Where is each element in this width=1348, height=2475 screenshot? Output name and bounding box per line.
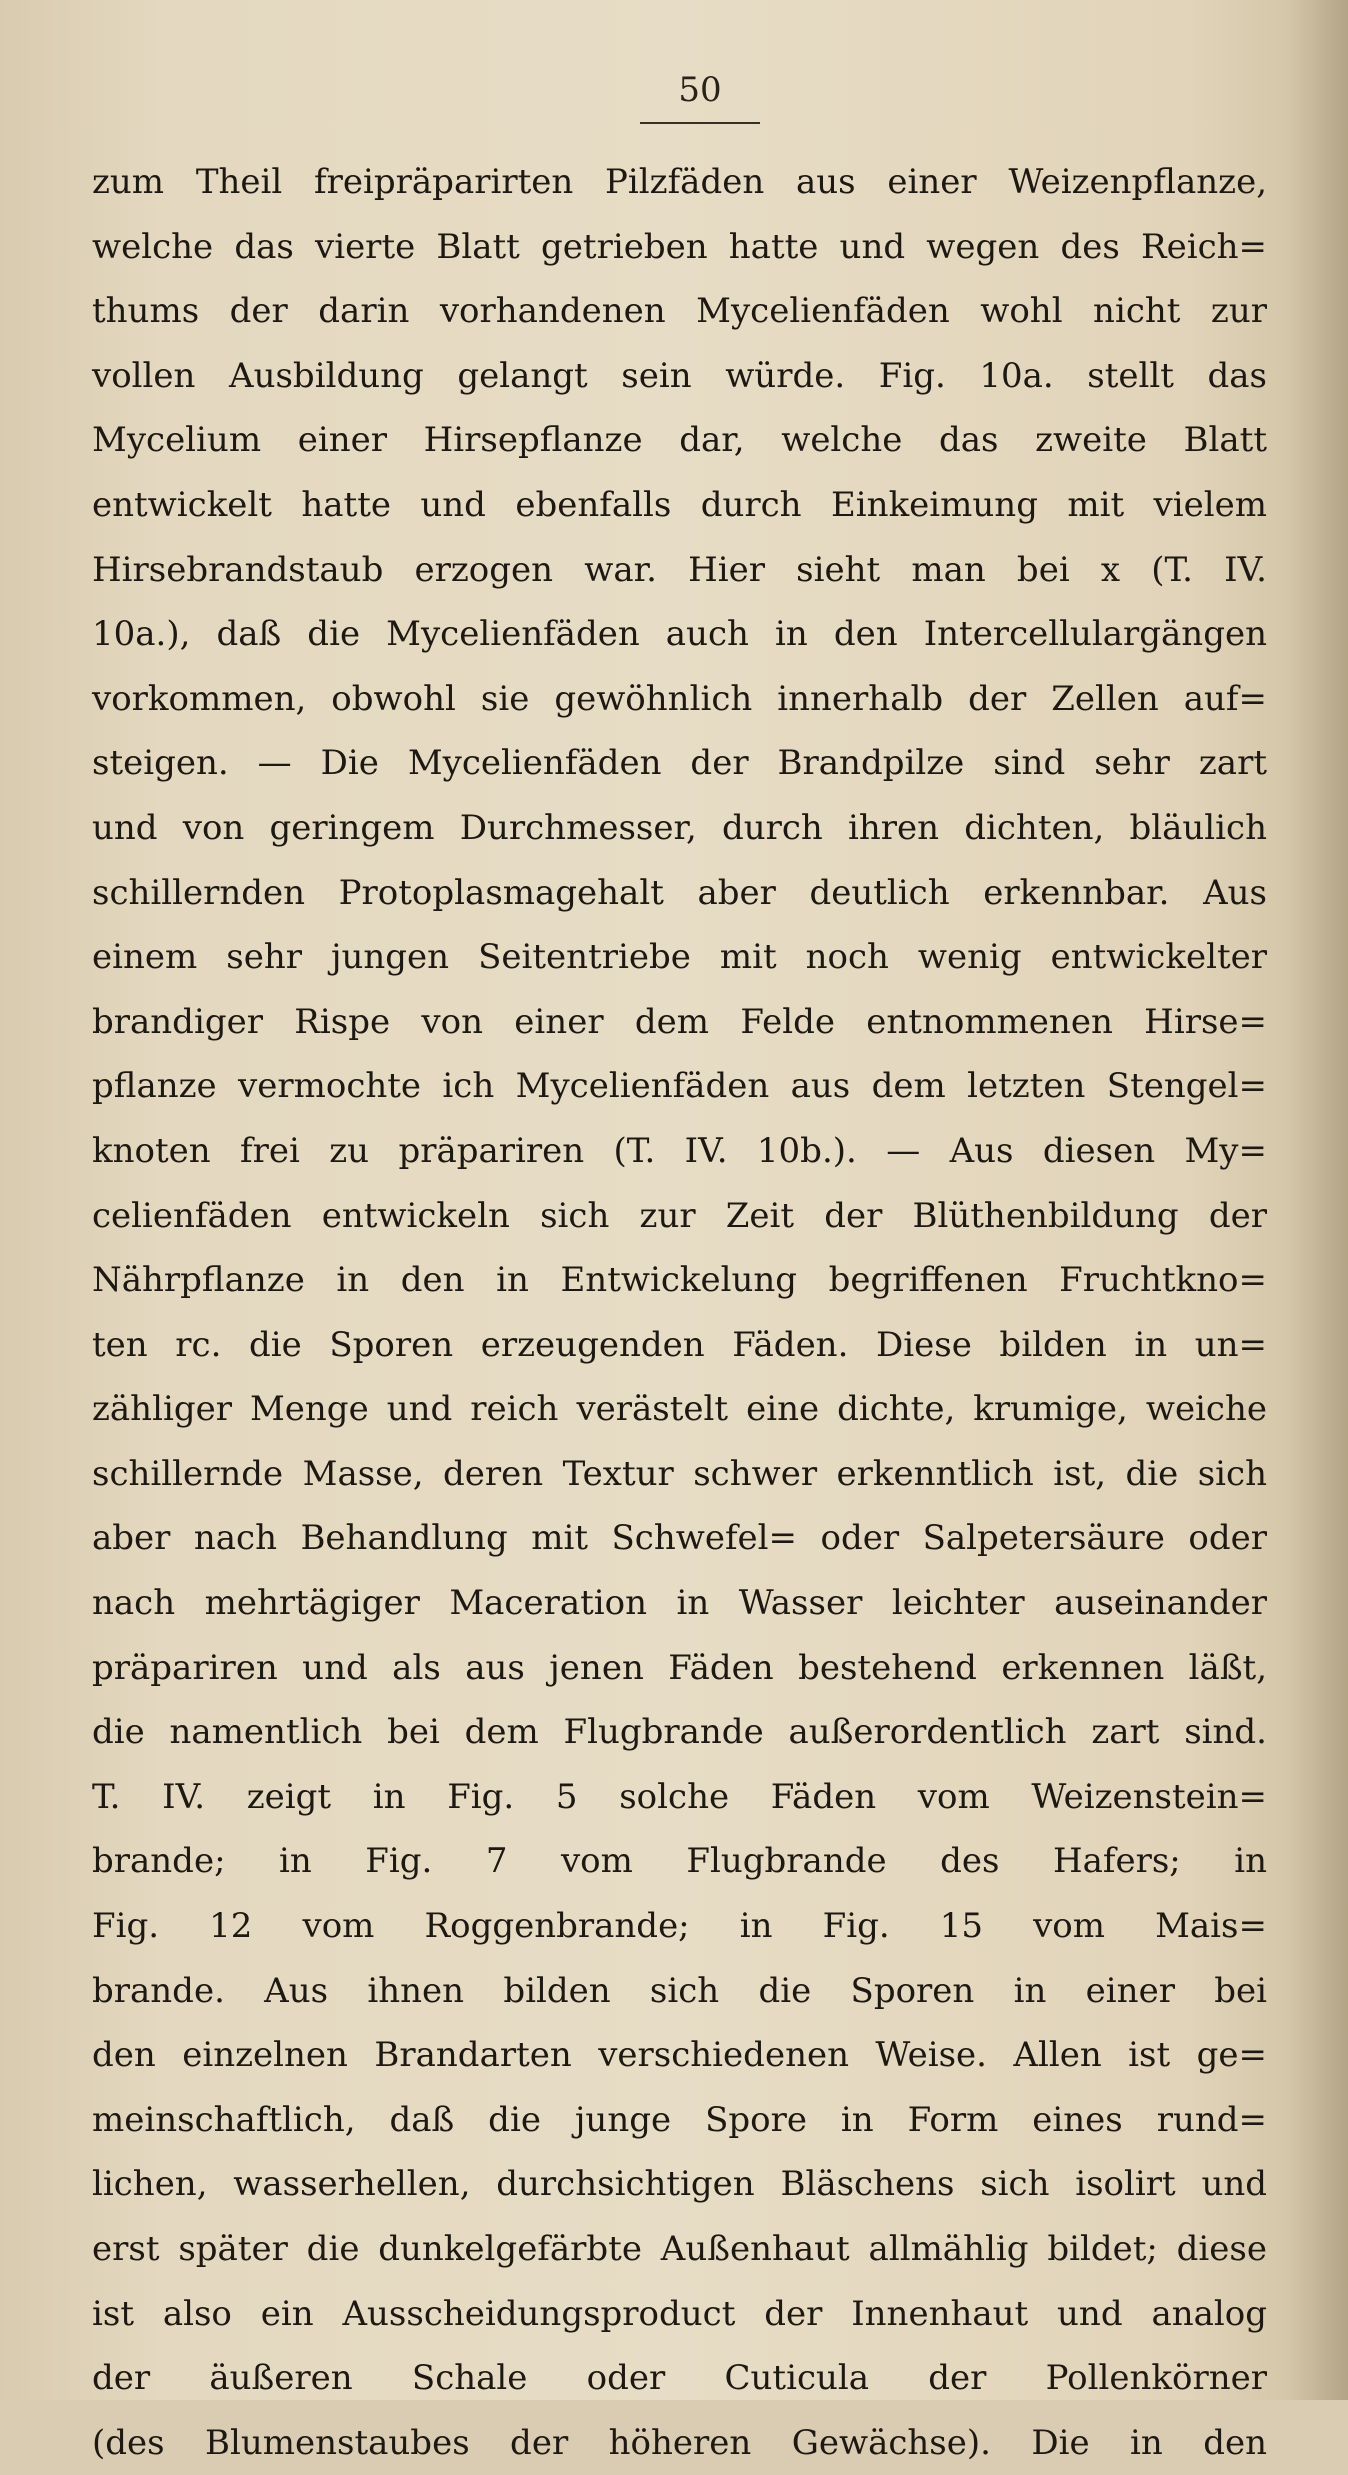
text-line: vollen Ausbildung gelangt sein würde. Fig. 10a. stellt das bbox=[92, 355, 1267, 396]
text-line: brandiger Rispe von einer dem Felde entnommenen Hirse= bbox=[92, 1001, 1267, 1042]
text-line: knoten frei zu präpariren (T. IV. 10b.). — Aus diesen My= bbox=[92, 1130, 1267, 1171]
text-line: zum Theil freipräparirten Pilzfäden aus einer Weizenpflanze, bbox=[92, 162, 1267, 202]
page-edge-shadow bbox=[1288, 0, 1348, 2400]
header-rule bbox=[640, 122, 760, 124]
text-line: meinschaftlich, daß die junge Spore in Form eines rund= bbox=[92, 2099, 1267, 2140]
text-line: Hirsebrandstaub erzogen war. Hier sieht man bei x (T. IV. bbox=[92, 549, 1267, 590]
page-number: 50 bbox=[678, 70, 722, 110]
text-line: den einzelnen Brandarten verschiedenen Weise. Allen ist ge= bbox=[92, 2035, 1267, 2076]
text-line: pflanze vermochte ich Mycelienfäden aus dem letzten Stengel= bbox=[92, 1066, 1267, 1107]
text-line: die namentlich bei dem Flugbrande außerordentlich zart sind. bbox=[92, 1712, 1267, 1753]
text-line: entwickelt hatte und ebenfalls durch Einkeimung mit vielem bbox=[92, 484, 1267, 525]
text-line: T. IV. zeigt in Fig. 5 solche Fäden vom Weizenstein= bbox=[92, 1776, 1267, 1817]
text-line: vorkommen, obwohl sie gewöhnlich innerhalb der Zellen auf= bbox=[92, 678, 1267, 719]
text-line: (des Blumenstaubes der höheren Gewächse). Die in den bbox=[92, 2422, 1267, 2463]
text-line: steigen. — Die Mycelienfäden der Brandpilze sind sehr zart bbox=[92, 743, 1267, 784]
text-line: zähliger Menge und reich verästelt eine dichte, krumige, weiche bbox=[92, 1389, 1267, 1430]
text-line: und von geringem Durchmesser, durch ihren dichten, bläulich bbox=[92, 807, 1267, 848]
text-line: thums der darin vorhandenen Mycelienfäden wohl nicht zur bbox=[92, 291, 1267, 332]
text-line: ten rc. die Sporen erzeugenden Fäden. Diese bilden in un= bbox=[92, 1324, 1267, 1365]
body-text bbox=[92, 150, 1267, 2475]
text-line: lichen, wasserhellen, durchsichtigen Bläschens sich isolirt und bbox=[92, 2164, 1267, 2205]
text-line: schillernden Protoplasmagehalt aber deutlich erkennbar. Aus bbox=[92, 872, 1267, 913]
text-line: Fig. 12 vom Roggenbrande; in Fig. 15 vom Mais= bbox=[92, 1906, 1267, 1947]
text-line: Mycelium einer Hirsepflanze dar, welche das zweite Blatt bbox=[92, 420, 1267, 461]
text-line: 10a.), daß die Mycelienfäden auch in den Intercellulargängen bbox=[92, 614, 1267, 655]
text-line: welche das vierte Blatt getrieben hatte und wegen des Reich= bbox=[92, 226, 1267, 267]
text-line: einem sehr jungen Seitentriebe mit noch wenig entwickelter bbox=[92, 937, 1267, 978]
text-line: schillernde Masse, deren Textur schwer erkenntlich ist, die sich bbox=[92, 1453, 1267, 1494]
text-line: nach mehrtägiger Maceration in Wasser leichter auseinander bbox=[92, 1583, 1267, 1624]
text-line: präpariren und als aus jenen Fäden bestehend erkennen läßt, bbox=[92, 1647, 1267, 1688]
text-line: brande. Aus ihnen bilden sich die Sporen in einer bei bbox=[92, 1970, 1267, 2011]
text-line: ist also ein Ausscheidungsproduct der Innenhaut und analog bbox=[92, 2293, 1267, 2334]
text-line: der äußeren Schale oder Cuticula der Pollenkörner bbox=[92, 2358, 1267, 2399]
text-line: aber nach Behandlung mit Schwefel= oder Salpetersäure oder bbox=[92, 1518, 1267, 1559]
text-line: erst später die dunkelgefärbte Außenhaut allmählig bildet; diese bbox=[92, 2229, 1267, 2269]
text-line: Nährpflanze in den in Entwickelung begriffenen Fruchtkno= bbox=[92, 1260, 1267, 1301]
text-line: celienfäden entwickeln sich zur Zeit der Blüthenbildung der bbox=[92, 1195, 1267, 1236]
text-line: brande; in Fig. 7 vom Flugbrande des Hafers; in bbox=[92, 1841, 1267, 1882]
